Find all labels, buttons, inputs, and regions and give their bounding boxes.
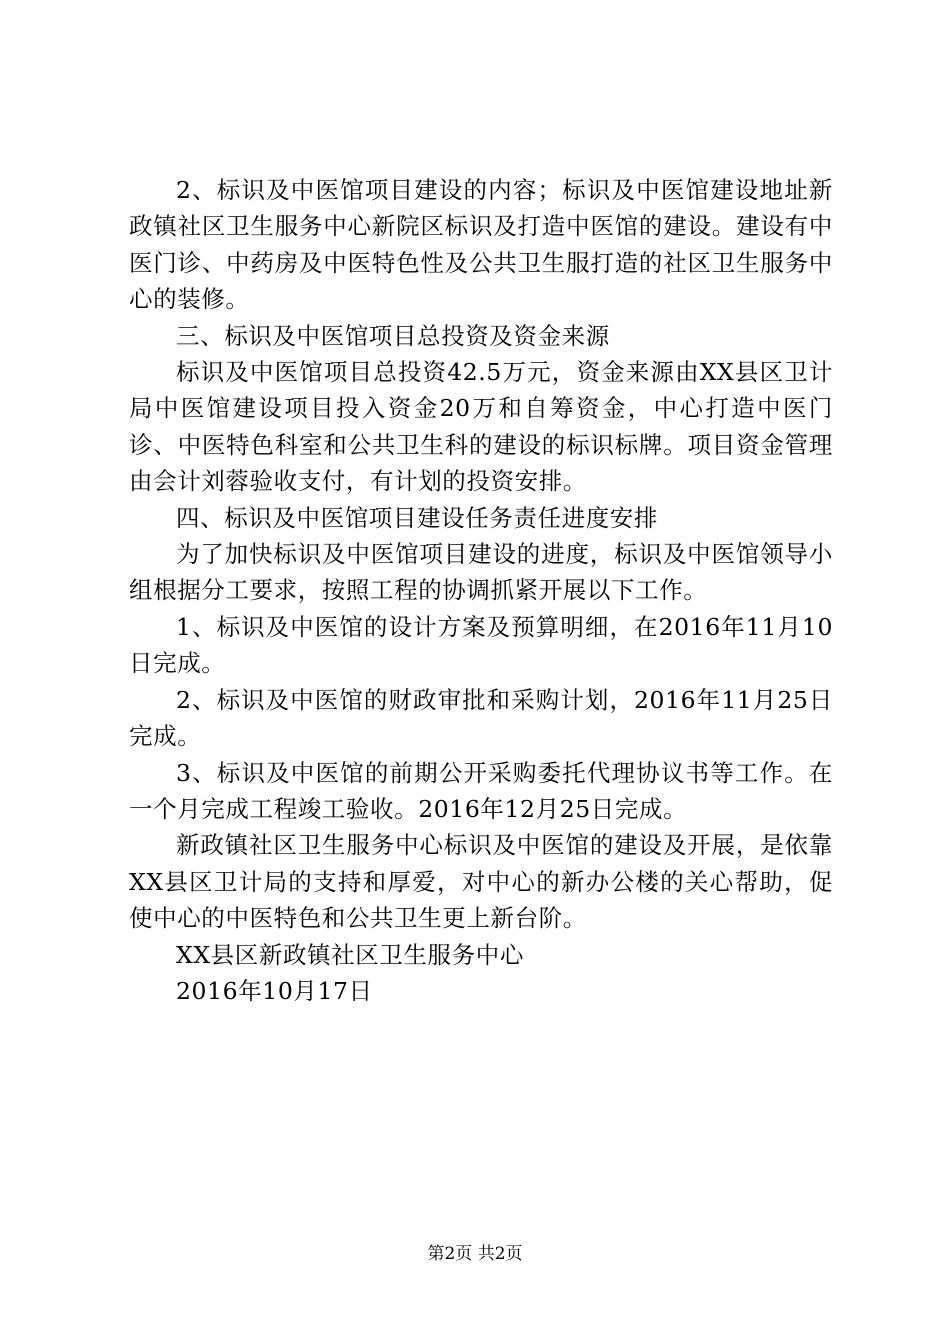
paragraph-schedule-intro: 为了加快标识及中医馆项目建设的进度，标识及中医馆领导小组根据分工要求，按照工程的协调抓紧开展以下工作。	[129, 540, 833, 605]
schedule-item-3: 3、标识及中医馆的前期公开采购委托代理协议书等工作。在一个月完成工程竣工验收。2016年12月25日完成。	[129, 758, 833, 823]
paragraph-content-scope: 2、标识及中医馆项目建设的内容；标识及中医馆建设地址新政镇社区卫生服务中心新院区标识及打造中医馆的建设。建设有中医门诊、中药房及中医特色性及公共卫生服打造的社区卫生服务中心的装修。	[129, 176, 833, 314]
signature-date: 2016年10月17日	[176, 976, 373, 1005]
schedule-item-2: 2、标识及中医馆的财政审批和采购计划，2016年11月25日完成。	[129, 685, 833, 751]
paragraph-investment: 标识及中医馆项目总投资42.5万元，资金来源由XX县区卫计局中医馆建设项目投入资金20万和自筹资金，中心打造中医门诊、中医特色科室和公共卫生科的建设的标识标牌。项目资金管理由会计刘蓉验收支付，有计划的投资安排。	[129, 358, 833, 496]
page-number: 第2页 共2页	[427, 1244, 523, 1264]
paragraph-closing: 新政镇社区卫生服务中心标识及中医馆的建设及开展，是依靠XX县区卫计局的支持和厚爱，对中心的新办公楼的关心帮助，促使中心的中医特色和公共卫生更上新台阶。	[129, 831, 833, 933]
document-body	[129, 172, 833, 1009]
signature-organization: XX县区新政镇社区卫生服务中心	[176, 940, 524, 969]
heading-investment-source: 三、标识及中医馆项目总投资及资金来源	[176, 321, 610, 350]
schedule-item-1: 1、标识及中医馆的设计方案及预算明细，在2016年11月10日完成。	[129, 612, 833, 678]
page-footer	[0, 1243, 950, 1265]
heading-schedule: 四、标识及中医馆项目建设任务责任进度安排	[176, 503, 658, 532]
